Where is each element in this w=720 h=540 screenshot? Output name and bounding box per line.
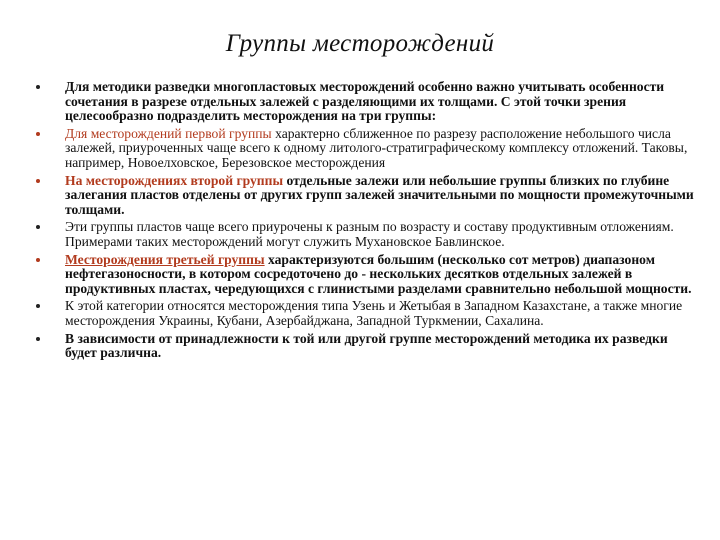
bullet-icon bbox=[36, 179, 40, 183]
item-highlight: Месторождения третьей группы bbox=[65, 251, 265, 267]
item-text: К этой категории относятся месторождения типа Узень и Жетыбая в Западном Казахстане, а также многие месторождения Украины, Кубани, Азербайджана, Западной Туркмении, Сахалина. bbox=[65, 298, 683, 328]
list-item bbox=[30, 220, 702, 249]
list-item bbox=[30, 127, 702, 171]
item-text: характеризуются большим (несколько сот метров) диапазоном нефтегазоносности, в котором сосредоточено до - нескольких десятков отдельных залежей в продуктивных пластах, чередующихся с глинистыми разделами сравнительно небольшой мощности. bbox=[65, 251, 692, 296]
item-text: отдельные залежи или небольшие группы близких по глубине залегания пластов отделены от других групп залежей значительными по мощности промежуточными толщами. bbox=[65, 172, 694, 217]
bullet-icon bbox=[36, 85, 40, 89]
list-item bbox=[30, 174, 702, 218]
list-item bbox=[30, 299, 702, 328]
item-highlight: Для месторождений первой группы bbox=[65, 125, 272, 141]
bullet-icon bbox=[36, 337, 40, 341]
bullet-icon bbox=[36, 132, 40, 136]
item-text: характерно сближенное по разрезу расположение небольшого числа залежей, приуроченных чаще всего к одному литолого-стратиграфическому комплексу отложений. Таковы, например, Новоелховское, Березовское месторождения bbox=[65, 125, 688, 170]
list-item bbox=[30, 253, 702, 297]
list-item bbox=[30, 80, 702, 124]
item-highlight: На месторождениях второй группы bbox=[65, 172, 284, 188]
item-text: В зависимости от принадлежности к той или другой группе месторождений методика их разведки будет различна. bbox=[65, 330, 668, 361]
bullet-list bbox=[30, 80, 702, 364]
item-text: Для методики разведки многопластовых месторождений особенно важно учитывать особенности сочетания в разрезе отдельных залежей с разделяющими их толщами. С этой точки зрения целесообразно подразделить месторождения на три группы: bbox=[65, 79, 665, 124]
bullet-icon bbox=[36, 258, 40, 262]
list-item bbox=[30, 332, 702, 361]
page-title: Группы месторождений bbox=[225, 30, 495, 57]
bullet-icon bbox=[36, 225, 40, 229]
bullet-icon bbox=[36, 304, 40, 308]
item-text: Эти группы пластов чаще всего приурочены к разным по возрасту и составу продуктивным отложениям. Примерами таких месторождений могут служить Мухановское Бавлинское. bbox=[65, 219, 674, 249]
